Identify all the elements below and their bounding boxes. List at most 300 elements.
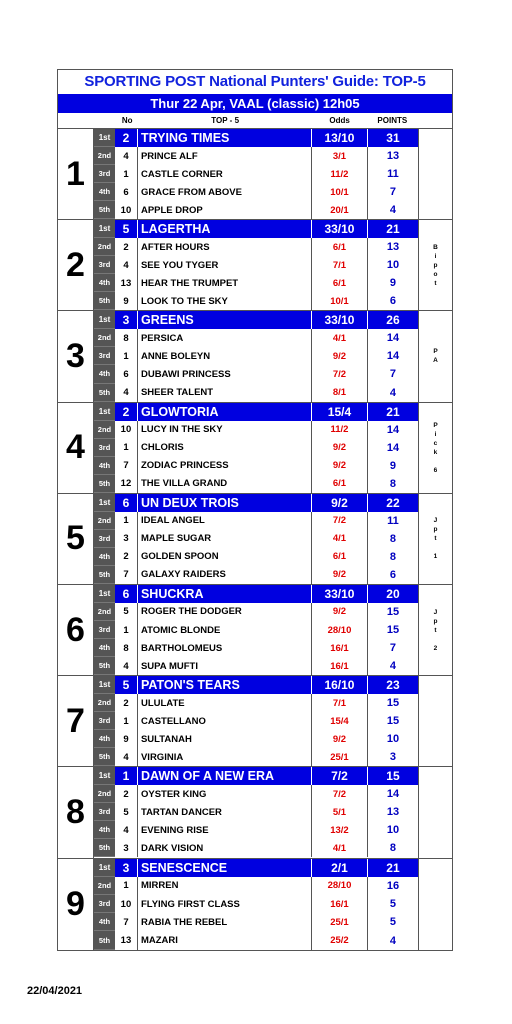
- horse-name: PRINCE ALF: [138, 147, 312, 165]
- odds-value: 4/1: [312, 530, 368, 548]
- position-label: 4th: [94, 548, 115, 566]
- odds-value: 7/2: [312, 512, 368, 530]
- points-value: 8: [389, 842, 397, 855]
- points-value: 21: [386, 222, 400, 237]
- horse-name: PERSICA: [138, 329, 312, 347]
- position-label: 4th: [94, 821, 115, 839]
- race-block: [58, 859, 452, 950]
- race-runners: [94, 311, 418, 401]
- position-label: 3rd: [94, 712, 115, 730]
- horse-name: VIRGINIA: [138, 748, 312, 766]
- horse-name: MAPLE SUGAR: [138, 530, 312, 548]
- runner-row: [94, 347, 418, 365]
- position-label: 4th: [94, 913, 115, 931]
- runner-row: [94, 566, 418, 584]
- horse-name: IDEAL ANGEL: [138, 512, 312, 530]
- position-label: 4th: [94, 365, 115, 383]
- bet-type-note: [418, 220, 452, 310]
- points-value: 7: [389, 368, 397, 381]
- horse-name: ZODIAC PRINCESS: [138, 457, 312, 475]
- position-label: 2nd: [94, 147, 115, 165]
- odds-value: 11/2: [312, 165, 368, 183]
- runner-number: 4: [115, 821, 138, 839]
- odds-value: 9/2: [312, 730, 368, 748]
- odds-value: 9/2: [312, 347, 368, 365]
- points-value: 26: [386, 313, 400, 328]
- points-value: 9: [389, 459, 397, 472]
- guide-title: SPORTING POST National Punters' Guide: TOP-5: [84, 73, 426, 90]
- points-value: 15: [386, 624, 400, 637]
- odds-value: 7/1: [312, 694, 368, 712]
- odds-value: 10/1: [312, 292, 368, 310]
- runner-number: 2: [115, 403, 138, 421]
- runner-number: 1: [115, 712, 138, 730]
- race-number: 5: [58, 494, 94, 584]
- position-label: 4th: [94, 457, 115, 475]
- runner-number: 2: [115, 238, 138, 256]
- runner-number: 3: [115, 530, 138, 548]
- horse-name: BARTHOLOMEUS: [138, 639, 312, 657]
- position-label: 3rd: [94, 439, 115, 457]
- footer-date: 22/04/2021: [27, 985, 83, 997]
- points-value: 14: [386, 423, 400, 436]
- odds-value: 13/10: [312, 129, 368, 147]
- horse-name: GOLDEN SPOON: [138, 548, 312, 566]
- points-value: 22: [386, 495, 400, 510]
- position-label: 2nd: [94, 785, 115, 803]
- runner-number: 7: [115, 457, 138, 475]
- runner-number: 4: [115, 384, 138, 402]
- points-value: 8: [389, 550, 397, 563]
- race-number: 9: [58, 859, 94, 950]
- odds-value: 9/2: [312, 603, 368, 621]
- horse-name: DARK VISION: [138, 839, 312, 857]
- race-block: [58, 494, 452, 585]
- odds-value: 2/1: [312, 859, 368, 877]
- horse-name: CASTLE CORNER: [138, 165, 312, 183]
- odds-column-header: Odds: [329, 116, 350, 125]
- number-column-header: No: [121, 116, 133, 125]
- position-label: 3rd: [94, 530, 115, 548]
- notes-column-header: [417, 113, 452, 128]
- odds-value: 6/1: [312, 548, 368, 566]
- race-number: 1: [58, 129, 94, 219]
- horse-name: AFTER HOURS: [138, 238, 312, 256]
- horse-name: DAWN OF A NEW ERA: [138, 767, 312, 785]
- points-value: 8: [389, 532, 397, 545]
- runner-row: [94, 439, 418, 457]
- points-value: 13: [386, 806, 400, 819]
- race-number: 7: [58, 676, 94, 766]
- odds-value: 6/1: [312, 274, 368, 292]
- position-label: 4th: [94, 183, 115, 201]
- horse-name: RABIA THE REBEL: [138, 913, 312, 931]
- runner-row: [94, 530, 418, 548]
- runner-number: 7: [115, 913, 138, 931]
- race-runners: [94, 129, 418, 219]
- runner-number: 10: [115, 201, 138, 219]
- odds-value: 4/1: [312, 839, 368, 857]
- position-label: 5th: [94, 748, 115, 766]
- position-label: 1st: [94, 494, 115, 512]
- position-label: 5th: [94, 292, 115, 310]
- runner-number: 5: [115, 803, 138, 821]
- horse-name: SEE YOU TYGER: [138, 256, 312, 274]
- runner-number: 6: [115, 365, 138, 383]
- bet-type-letter: J: [433, 608, 438, 616]
- position-label: 4th: [94, 274, 115, 292]
- position-label: 2nd: [94, 694, 115, 712]
- points-value: 21: [386, 860, 400, 875]
- horse-name: TARTAN DANCER: [138, 803, 312, 821]
- runner-row: [94, 621, 418, 639]
- bet-type-letter: o: [433, 270, 438, 278]
- bet-type-letter: 2: [433, 644, 438, 652]
- points-value: 21: [386, 404, 400, 419]
- runner-row: [94, 639, 418, 657]
- race-number: 3: [58, 311, 94, 401]
- runner-number: 10: [115, 895, 138, 913]
- runner-row: [94, 803, 418, 821]
- position-label: 5th: [94, 657, 115, 675]
- runner-number: 1: [115, 767, 138, 785]
- runner-row: [94, 365, 418, 383]
- runner-row: [94, 238, 418, 256]
- runner-number: 3: [115, 859, 138, 877]
- runner-number: 4: [115, 748, 138, 766]
- points-value: 4: [389, 386, 397, 399]
- horse-name: CHLORIS: [138, 439, 312, 457]
- runner-number: 9: [115, 730, 138, 748]
- position-label: 1st: [94, 129, 115, 147]
- horse-name: ROGER THE DODGER: [138, 603, 312, 621]
- points-value: 31: [386, 131, 400, 146]
- top-pick-row: [94, 129, 418, 147]
- runner-row: [94, 931, 418, 949]
- bet-type-letter: c: [433, 439, 438, 447]
- position-label: 2nd: [94, 603, 115, 621]
- bet-type-note: [418, 129, 452, 219]
- bet-type-note: [418, 859, 452, 950]
- position-label: 2nd: [94, 421, 115, 439]
- points-value: 10: [386, 259, 400, 272]
- points-value: 4: [389, 934, 397, 947]
- position-column-header: [95, 113, 116, 128]
- horse-name: OYSTER KING: [138, 785, 312, 803]
- position-label: 5th: [94, 475, 115, 493]
- position-label: 2nd: [94, 238, 115, 256]
- runner-row: [94, 256, 418, 274]
- bet-type-letter: A: [433, 357, 438, 365]
- horse-name: SULTANAH: [138, 730, 312, 748]
- bet-type-letter: P: [433, 421, 438, 429]
- points-value: 9: [389, 277, 397, 290]
- odds-value: 16/1: [312, 657, 368, 675]
- bet-type-note: [418, 403, 452, 493]
- bet-type-letter: [435, 457, 437, 466]
- horse-name: SHEER TALENT: [138, 384, 312, 402]
- horse-name: MAZARI: [138, 931, 312, 949]
- runner-row: [94, 512, 418, 530]
- runner-row: [94, 457, 418, 475]
- runner-number: 6: [115, 494, 138, 512]
- horse-name: CASTELLANO: [138, 712, 312, 730]
- bet-type-note: [418, 494, 452, 584]
- bet-type-letter: B: [433, 243, 438, 251]
- points-value: 14: [386, 788, 400, 801]
- runner-row: [94, 748, 418, 766]
- runner-number: 5: [115, 603, 138, 621]
- runner-number: 13: [115, 931, 138, 949]
- meeting-subtitle: Thur 22 Apr, VAAL (classic) 12h05: [58, 94, 452, 113]
- runner-row: [94, 201, 418, 219]
- points-value: 13: [386, 150, 400, 163]
- odds-value: 8/1: [312, 384, 368, 402]
- runner-row: [94, 421, 418, 439]
- runner-number: 8: [115, 329, 138, 347]
- race-block: [58, 403, 452, 494]
- runner-number: 10: [115, 421, 138, 439]
- odds-value: 15/4: [312, 403, 368, 421]
- odds-value: 16/10: [312, 676, 368, 694]
- points-value: 15: [386, 605, 400, 618]
- race-number: 6: [58, 585, 94, 675]
- odds-value: 9/2: [312, 494, 368, 512]
- position-label: 1st: [94, 311, 115, 329]
- race-block: [58, 676, 452, 767]
- runner-number: 6: [115, 183, 138, 201]
- odds-value: 9/2: [312, 566, 368, 584]
- horse-name: GALAXY RAIDERS: [138, 566, 312, 584]
- points-value: 4: [389, 660, 397, 673]
- runner-number: 2: [115, 129, 138, 147]
- position-label: 4th: [94, 639, 115, 657]
- odds-value: 9/2: [312, 439, 368, 457]
- runner-number: 5: [115, 220, 138, 238]
- runner-row: [94, 694, 418, 712]
- points-value: 13: [386, 241, 400, 254]
- odds-value: 6/1: [312, 475, 368, 493]
- odds-value: 25/2: [312, 931, 368, 949]
- runner-number: 2: [115, 694, 138, 712]
- odds-value: 7/2: [312, 785, 368, 803]
- runner-row: [94, 183, 418, 201]
- points-value: 4: [389, 204, 397, 217]
- bet-type-letter: i: [434, 252, 437, 260]
- runner-number: 1: [115, 165, 138, 183]
- bet-type-letter: p: [433, 261, 438, 269]
- bet-type-letter: P: [433, 348, 438, 356]
- race-runners: [94, 494, 418, 584]
- position-label: 2nd: [94, 512, 115, 530]
- race-runners: [94, 859, 418, 950]
- top-pick-row: [94, 311, 418, 329]
- race-runners: [94, 220, 418, 310]
- points-value: 7: [389, 642, 397, 655]
- horse-name: APPLE DROP: [138, 201, 312, 219]
- points-column-header: POINTS: [377, 116, 408, 125]
- bet-type-letter: k: [433, 448, 438, 456]
- race-runners: [94, 585, 418, 675]
- odds-value: 5/1: [312, 803, 368, 821]
- points-value: 3: [389, 751, 397, 764]
- race-runners: [94, 767, 418, 857]
- runner-number: 1: [115, 347, 138, 365]
- bet-type-letter: i: [434, 430, 437, 438]
- odds-value: 6/1: [312, 238, 368, 256]
- runner-row: [94, 821, 418, 839]
- runner-row: [94, 730, 418, 748]
- horse-name: ATOMIC BLONDE: [138, 621, 312, 639]
- horse-name: GRACE FROM ABOVE: [138, 183, 312, 201]
- odds-value: 3/1: [312, 147, 368, 165]
- runner-number: 5: [115, 676, 138, 694]
- horse-name: MIRREN: [138, 877, 312, 895]
- position-label: 3rd: [94, 347, 115, 365]
- runner-number: 2: [115, 785, 138, 803]
- position-label: 1st: [94, 767, 115, 785]
- position-label: 1st: [94, 220, 115, 238]
- position-label: 3rd: [94, 165, 115, 183]
- runner-number: 4: [115, 147, 138, 165]
- runner-row: [94, 895, 418, 913]
- position-label: 5th: [94, 931, 115, 949]
- runner-number: 7: [115, 566, 138, 584]
- race-block: [58, 311, 452, 402]
- runner-number: 9: [115, 292, 138, 310]
- race-block: [58, 220, 452, 311]
- bet-type-note: [418, 767, 452, 857]
- runner-number: 4: [115, 657, 138, 675]
- odds-value: 11/2: [312, 421, 368, 439]
- odds-value: 10/1: [312, 183, 368, 201]
- points-value: 16: [386, 879, 400, 892]
- race-block: [58, 767, 452, 858]
- position-label: 3rd: [94, 895, 115, 913]
- position-label: 5th: [94, 384, 115, 402]
- position-label: 2nd: [94, 877, 115, 895]
- bet-type-note: [418, 676, 452, 766]
- points-value: 14: [386, 441, 400, 454]
- odds-value: 25/1: [312, 913, 368, 931]
- runner-number: 6: [115, 585, 138, 603]
- odds-value: 7/2: [312, 767, 368, 785]
- odds-value: 33/10: [312, 311, 368, 329]
- points-value: 20: [386, 586, 400, 601]
- top-pick-row: [94, 859, 418, 877]
- runner-row: [94, 657, 418, 675]
- horse-name: PATON'S TEARS: [138, 676, 312, 694]
- position-label: 3rd: [94, 803, 115, 821]
- runner-number: 13: [115, 274, 138, 292]
- horse-name: FLYING FIRST CLASS: [138, 895, 312, 913]
- runner-row: [94, 274, 418, 292]
- position-label: 3rd: [94, 256, 115, 274]
- runner-number: 2: [115, 548, 138, 566]
- horse-name: DUBAWI PRINCESS: [138, 365, 312, 383]
- position-label: 1st: [94, 859, 115, 877]
- odds-value: 13/2: [312, 821, 368, 839]
- points-value: 15: [386, 715, 400, 728]
- position-label: 3rd: [94, 621, 115, 639]
- runner-number: 1: [115, 512, 138, 530]
- position-label: 1st: [94, 585, 115, 603]
- runner-number: 3: [115, 311, 138, 329]
- points-value: 11: [387, 514, 399, 527]
- runner-row: [94, 548, 418, 566]
- horse-name: LOOK TO THE SKY: [138, 292, 312, 310]
- points-value: 6: [389, 295, 397, 308]
- runner-row: [94, 877, 418, 895]
- top-pick-row: [94, 767, 418, 785]
- points-value: 15: [386, 769, 400, 784]
- horse-name: LUCY IN THE SKY: [138, 421, 312, 439]
- odds-value: 7/1: [312, 256, 368, 274]
- position-label: 1st: [94, 676, 115, 694]
- top5-column-header: TOP - 5: [211, 116, 240, 125]
- race-block: [58, 585, 452, 676]
- runner-row: [94, 913, 418, 931]
- runner-number: 8: [115, 639, 138, 657]
- race-runners: [94, 403, 418, 493]
- punters-guide-sheet: [57, 69, 453, 951]
- races-table: [58, 129, 452, 950]
- race-number: 8: [58, 767, 94, 857]
- position-label: 5th: [94, 839, 115, 857]
- runner-row: [94, 147, 418, 165]
- odds-value: 25/1: [312, 748, 368, 766]
- runner-row: [94, 785, 418, 803]
- points-value: 6: [389, 568, 397, 581]
- runner-row: [94, 384, 418, 402]
- odds-value: 33/10: [312, 220, 368, 238]
- runner-row: [94, 329, 418, 347]
- points-value: 15: [386, 697, 400, 710]
- runner-number: 1: [115, 621, 138, 639]
- bet-type-letter: t: [434, 626, 437, 634]
- odds-value: 16/1: [312, 895, 368, 913]
- position-label: 1st: [94, 403, 115, 421]
- horse-name: EVENING RISE: [138, 821, 312, 839]
- horse-name: THE VILLA GRAND: [138, 475, 312, 493]
- column-headers: [58, 113, 452, 129]
- position-label: 5th: [94, 201, 115, 219]
- position-label: 4th: [94, 730, 115, 748]
- odds-value: 4/1: [312, 329, 368, 347]
- odds-value: 28/10: [312, 621, 368, 639]
- race-block: [58, 129, 452, 220]
- bet-type-letter: t: [434, 535, 437, 543]
- points-value: 14: [386, 350, 400, 363]
- bet-type-letter: p: [433, 526, 438, 534]
- odds-value: 20/1: [312, 201, 368, 219]
- horse-name: GLOWTORIA: [138, 403, 312, 421]
- race-runners: [94, 676, 418, 766]
- runner-number: 1: [115, 877, 138, 895]
- odds-value: 15/4: [312, 712, 368, 730]
- bet-type-letter: 1: [433, 553, 438, 561]
- points-value: 5: [389, 916, 397, 929]
- bet-type-letter: 6: [433, 466, 438, 474]
- bet-type-note: [418, 585, 452, 675]
- bet-type-letter: [435, 635, 437, 644]
- odds-value: 16/1: [312, 639, 368, 657]
- runner-row: [94, 839, 418, 857]
- horse-name: GREENS: [138, 311, 312, 329]
- bet-type-letter: [435, 543, 437, 552]
- runner-number: 3: [115, 839, 138, 857]
- points-value: 11: [387, 168, 399, 181]
